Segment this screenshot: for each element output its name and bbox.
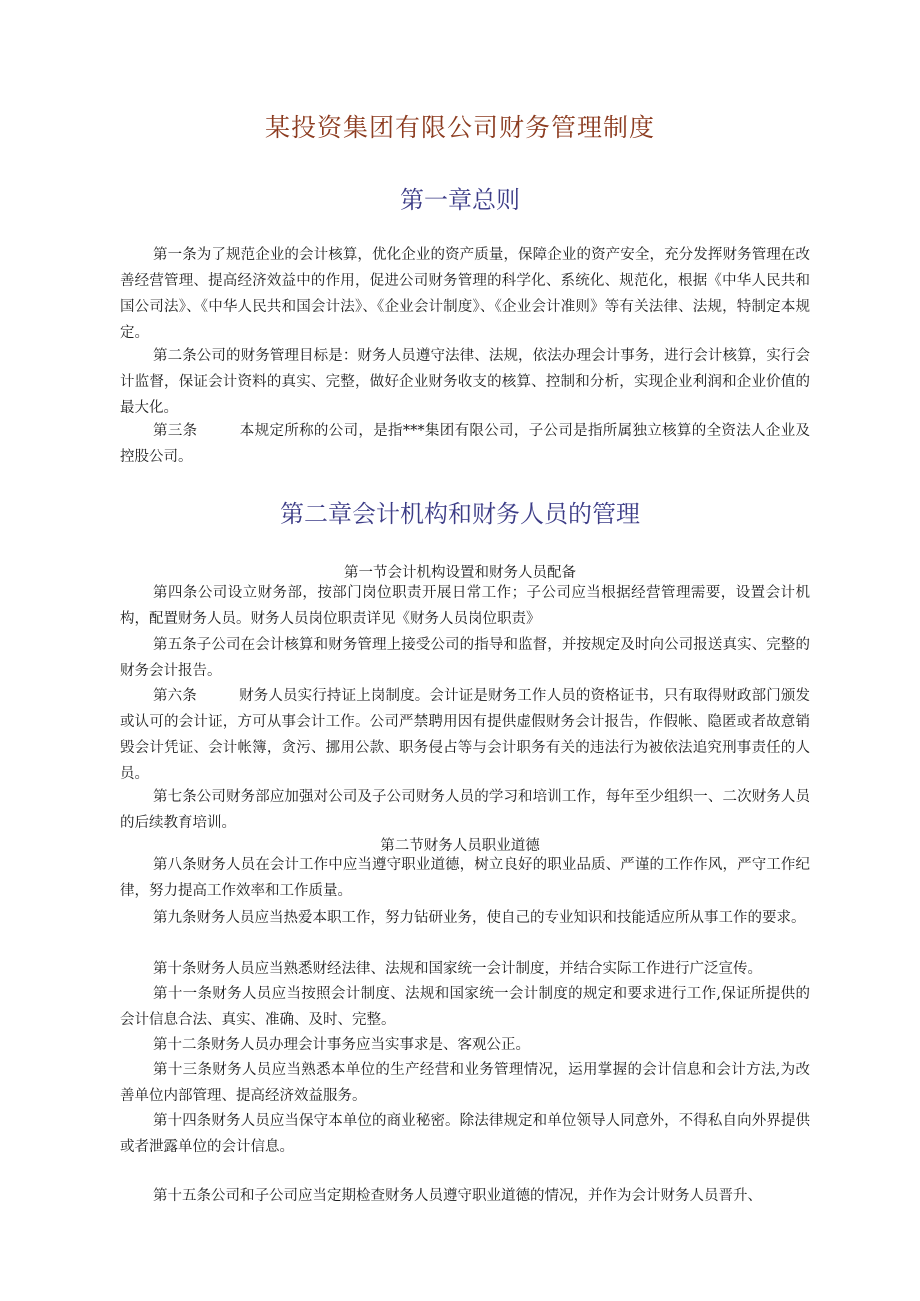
- article-10: 第十条财务人员应当熟悉财经法律、法规和国家统一会计制度，并结合实际工作进行广泛宣传。: [153, 961, 762, 977]
- document-title: 某投资集团有限公司财务管理制度: [264, 113, 655, 142]
- article-6: [120, 683, 810, 787]
- article-9: 第九条财务人员应当热爱本职工作，努力钻研业务，使自己的专业知识和技能适应所从事工作的要求。: [153, 910, 806, 926]
- article-7: 第七条公司财务部应加强对公司及子公司财务人员的学习和培训工作，每年至少组织一、二次财务人员的后续教育培训。: [120, 789, 810, 831]
- article-6-text: 财务人员实行持证上岗制度。会计证是财务工作人员的资格证书，只有取得财政部门颁发或认可的会计证，方可从事会计工作。公司严禁聘用因有提供虚假财务会计报告，作假帐、隐匿或者故意销毁会计凭证、会计帐簿，贪污、挪用公款、职务侵占等与会计职务有关的违法行为被依法追究刑事责任的人员。: [120, 688, 811, 782]
- article-12: 第十二条财务人员办理会计事务应当实事求是、客观公正。: [153, 1037, 530, 1053]
- article-4: 第四条公司设立财务部，按部门岗位职责开展日常工作；子公司应当根据经营管理需要，设置会计机构，配置财务人员。财务人员岗位职责详见《财务人员岗位职责》: [120, 585, 810, 627]
- article-3-label: 第三条: [153, 423, 198, 439]
- article-3: [120, 418, 810, 470]
- article-8: 第八条财务人员在会计工作中应当遵守职业道德，树立良好的职业品质、严谨的工作作风，严守工作纪律，努力提高工作效率和工作质量。: [120, 857, 810, 899]
- chapter-heading-1: 第一章总则: [400, 186, 520, 214]
- article-15: 第十五条公司和子公司应当定期检查财务人员遵守职业道德的情况，并作为会计财务人员晋升、: [153, 1188, 762, 1204]
- article-13: 第十三条财务人员应当熟悉本单位的生产经营和业务管理情况，运用掌握的会计信息和会计方法,为改善单位内部管理、提高经济效益服务。: [120, 1062, 810, 1104]
- section-heading-2: 第二节财务人员职业道德: [380, 838, 540, 854]
- section-heading-1: 第一节会计机构设置和财务人员配备: [344, 565, 576, 581]
- chapter-heading-2: 第二章会计机构和财务人员的管理: [280, 500, 640, 528]
- article-2: 第二条公司的财务管理目标是：财务人员遵守法律、法规，依法办理会计事务，进行会计核算，实行会计监督，保证会计资料的真实、完整，做好企业财务收支的核算、控制和分析，实现企业利润和企业价值的最大化。: [120, 348, 810, 416]
- article-5: 第五条子公司在会计核算和财务管理上接受公司的指导和监督，并按规定及时向公司报送真实、完整的财务会计报告。: [120, 637, 810, 679]
- article-3-text: 本规定所称的公司，是指***集团有限公司，子公司是指所属独立核算的全资法人企业及控股公司。: [120, 423, 811, 465]
- article-1: 第一条为了规范企业的会计核算，优化企业的资产质量，保障企业的资产安全，充分发挥财务管理在改善经营管理、提高经济效益中的作用，促进公司财务管理的科学化、系统化、规范化，根据《中华人民共和国公司法》、《中华人民共和国会计法》、《企业会计制度》、《企业会计准则》等有关法律、法规，特制定本规定。: [120, 247, 810, 341]
- article-11: 第十一条财务人员应当按照会计制度、法规和国家统一会计制度的规定和要求进行工作,保证所提供的会计信息合法、真实、准确、及时、完整。: [120, 986, 810, 1028]
- article-14: 第十四条财务人员应当保守本单位的商业秘密。除法律规定和单位领导人同意外，不得私自向外界提供或者泄露单位的会计信息。: [120, 1113, 810, 1155]
- article-6-label: 第六条: [153, 688, 197, 704]
